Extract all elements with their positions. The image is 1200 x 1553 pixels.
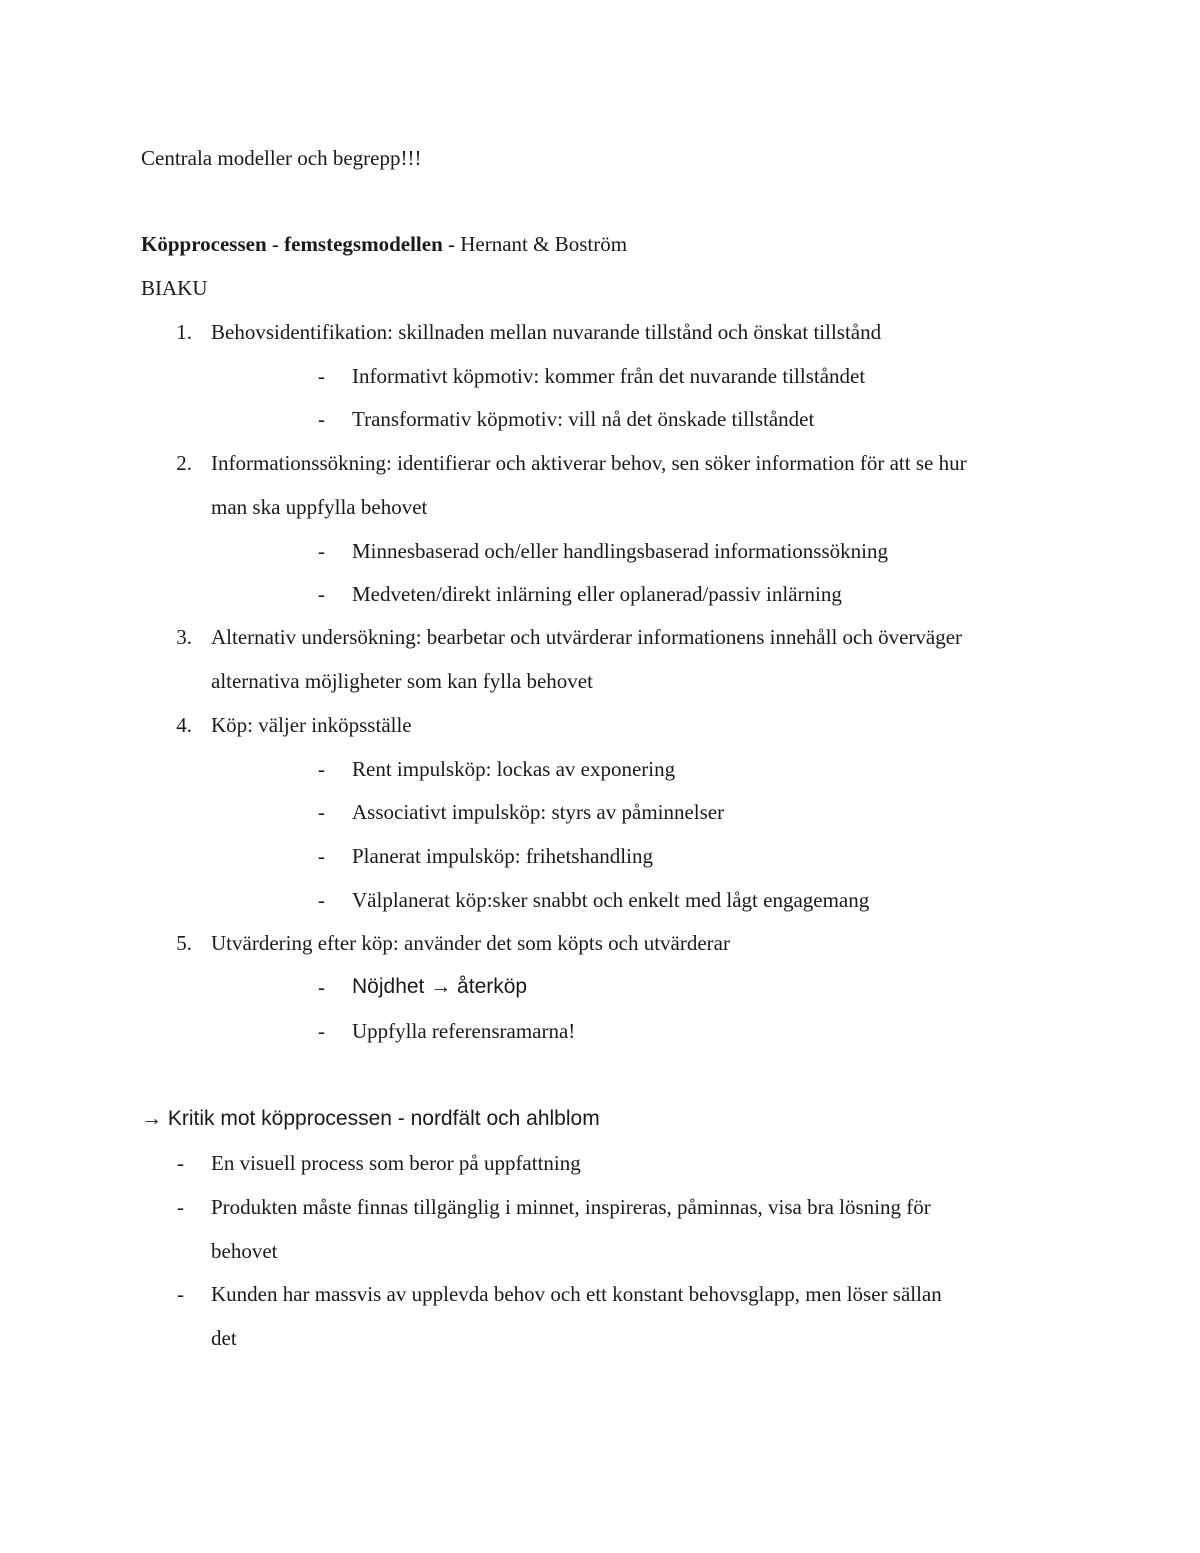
sub-item: Minnesbaserad och/eller handlingsbaserad informationssökning [352, 539, 888, 563]
heading-bold-kopprocessen: Köpprocessen [141, 232, 267, 256]
step-number: 1. [176, 320, 192, 344]
dash-marker: - [177, 1151, 184, 1175]
bullet-item: Produkten måste finnas tillgänglig i minnet, inspireras, påminnas, visa bra lösning för [211, 1195, 931, 1219]
acronym-biaku: BIAKU [141, 276, 208, 300]
dash-marker: - [318, 975, 325, 999]
step-text: Köp: väljer inköpsställe [211, 713, 412, 737]
sub-item: Informativt köpmotiv: kommer från det nuvarande tillståndet [352, 364, 866, 388]
heading-bold-femstegsmodellen: femstegsmodellen [284, 232, 443, 256]
sub-item: Transformativ köpmotiv: vill nå det önskade tillståndet [352, 407, 815, 431]
dash-marker: - [318, 888, 325, 912]
dash-marker: - [318, 364, 325, 388]
step-text: Alternativ undersökning: bearbetar och utvärderar informationens innehåll och överväger [211, 625, 963, 649]
dash-marker: - [318, 844, 325, 868]
sub-item: Planerat impulsköp: frihetshandling [352, 844, 653, 868]
step-number: 4. [176, 713, 192, 737]
dash-marker: - [318, 539, 325, 563]
sub-item: Rent impulsköp: lockas av exponering [352, 757, 676, 781]
section-heading-kopprocessen [141, 230, 627, 258]
heading-separator: - [266, 232, 285, 256]
dash-marker: - [177, 1282, 184, 1306]
sub-item: Uppfylla referensramarna! [352, 1019, 576, 1043]
dash-marker: - [318, 407, 325, 431]
dash-marker: - [318, 757, 325, 781]
bullet-item: En visuell process som beror på uppfattning [211, 1151, 581, 1175]
step-text: Informationssökning: identifierar och aktiverar behov, sen söker information för att se hur [211, 451, 967, 475]
dash-marker: - [318, 1019, 325, 1043]
step-text-continued: alternativa möjligheter som kan fylla behovet [211, 669, 593, 693]
bullet-item-continued: behovet [211, 1239, 278, 1263]
bullet-item: Kunden har massvis av upplevda behov och ett konstant behovsglapp, men löser sällan [211, 1282, 942, 1306]
step-number: 2. [176, 451, 192, 475]
step-number: 5. [176, 931, 192, 955]
bullet-item-continued: det [211, 1326, 237, 1350]
dash-marker: - [177, 1195, 184, 1219]
step-text-continued: man ska uppfylla behovet [211, 495, 428, 519]
heading-authors: - Hernant & Boström [442, 232, 628, 256]
page-title: Centrala modeller och begrepp!!! [141, 146, 422, 170]
section-heading-kritik: → Kritik mot köpprocessen - nordfält och ahlblom [141, 1107, 600, 1130]
step-number: 3. [176, 625, 192, 649]
sub-item: Associativt impulsköp: styrs av påminnelser [352, 800, 725, 824]
sub-item: Medveten/direkt inlärning eller oplanerad/passiv inlärning [352, 582, 842, 606]
dash-marker: - [318, 582, 325, 606]
sub-item: Nöjdhet → återköp [352, 975, 528, 998]
dash-marker: - [318, 800, 325, 824]
step-text: Utvärdering efter köp: använder det som köpts och utvärderar [211, 931, 730, 955]
step-text: Behovsidentifikation: skillnaden mellan nuvarande tillstånd och önskat tillstånd [211, 320, 882, 344]
sub-item: Välplanerat köp:sker snabbt och enkelt med lågt engagemang [352, 888, 870, 912]
